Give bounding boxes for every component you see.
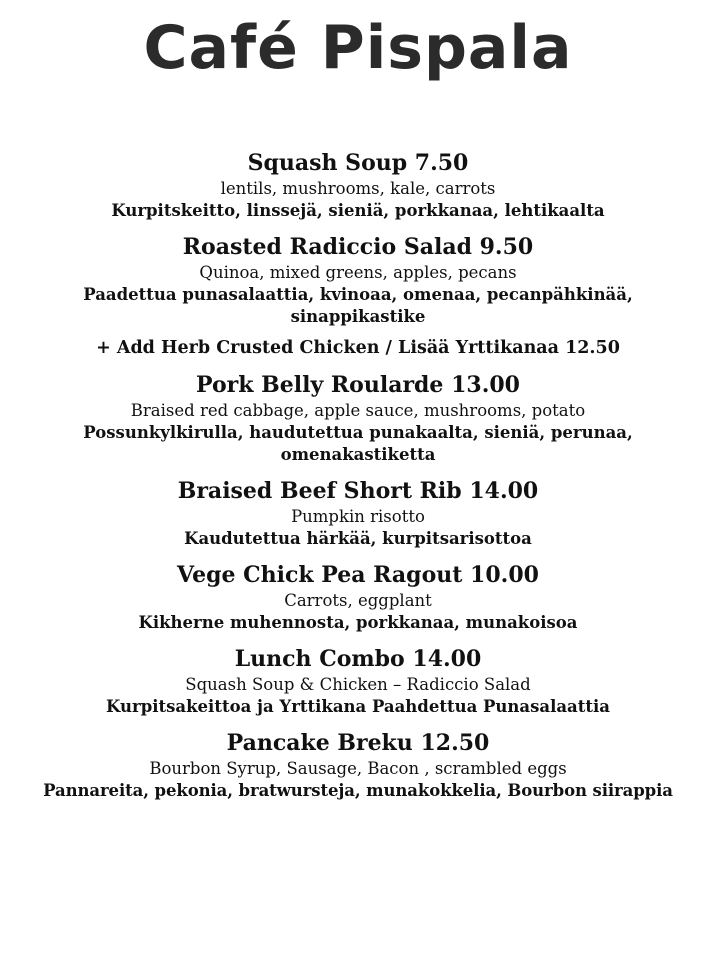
menu-item-radiccio-salad bbox=[0, 232, 716, 328]
menu-item-description: Braised red cabbage, apple sauce, mushrooms, potato bbox=[130, 401, 586, 420]
menu-item-description: Bourbon Syrup, Sausage, Bacon , scrambled eggs bbox=[149, 759, 567, 778]
menu-item-finnish: Kikherne muhennosta, porkkanaa, munakoisoa bbox=[138, 613, 578, 632]
menu-item-chick-pea-ragout bbox=[0, 560, 716, 634]
menu-item-pancake-breku bbox=[0, 728, 716, 802]
menu-item-pork-belly bbox=[0, 370, 716, 466]
menu-item-finnish: Kurpitsakeittoa ja Yrttikana Paahdettua Punasalaattia bbox=[106, 697, 610, 716]
page-title: Café Pispala bbox=[143, 13, 573, 83]
menu-item-description: Carrots, eggplant bbox=[284, 591, 432, 610]
menu-item-finnish-continued: sinappikastike bbox=[290, 307, 426, 326]
menu-item-name: Vege Chick Pea Ragout 10.00 bbox=[177, 562, 539, 588]
menu-item-name: Braised Beef Short Rib 14.00 bbox=[177, 478, 539, 504]
menu-item-squash-soup bbox=[0, 148, 716, 222]
menu-item-finnish: Pannareita, pekonia, bratwursteja, munakokkelia, Bourbon siirappia bbox=[43, 781, 673, 800]
menu-item-finnish: Kurpitskeitto, linssejä, sieniä, porkkanaa, lehtikaalta bbox=[111, 201, 605, 220]
menu-item-lunch-combo bbox=[0, 644, 716, 718]
menu-item-finnish: Kaudutettua härkää, kurpitsarisottoa bbox=[184, 529, 532, 548]
menu-item-finnish-continued: omenakastiketta bbox=[280, 445, 436, 464]
menu-item-description: Quinoa, mixed greens, apples, pecans bbox=[199, 263, 517, 282]
menu-item-name: Pancake Breku 12.50 bbox=[226, 730, 490, 756]
menu-item-name: Squash Soup 7.50 bbox=[247, 150, 469, 176]
menu-item-description: lentils, mushrooms, kale, carrots bbox=[220, 179, 496, 198]
menu-item-name: Pork Belly Roularde 13.00 bbox=[196, 372, 520, 398]
menu-item-short-rib bbox=[0, 476, 716, 550]
menu-item-description: Squash Soup & Chicken – Radiccio Salad bbox=[185, 675, 531, 694]
menu-item-finnish: Possunkylkirulla, haudutettua punakaalta, sieniä, perunaa, bbox=[83, 423, 633, 442]
menu-item-name: Roasted Radiccio Salad 9.50 bbox=[182, 234, 534, 260]
menu-item-name: Lunch Combo 14.00 bbox=[234, 646, 482, 672]
menu-list bbox=[0, 148, 716, 802]
menu-addon: + Add Herb Crusted Chicken / Lisää Yrttikanaa 12.50 bbox=[96, 338, 620, 358]
menu-item-finnish: Paadettua punasalaattia, kvinoaa, omenaa, pecanpähkinää, bbox=[83, 285, 633, 304]
menu-item-description: Pumpkin risotto bbox=[291, 507, 425, 526]
